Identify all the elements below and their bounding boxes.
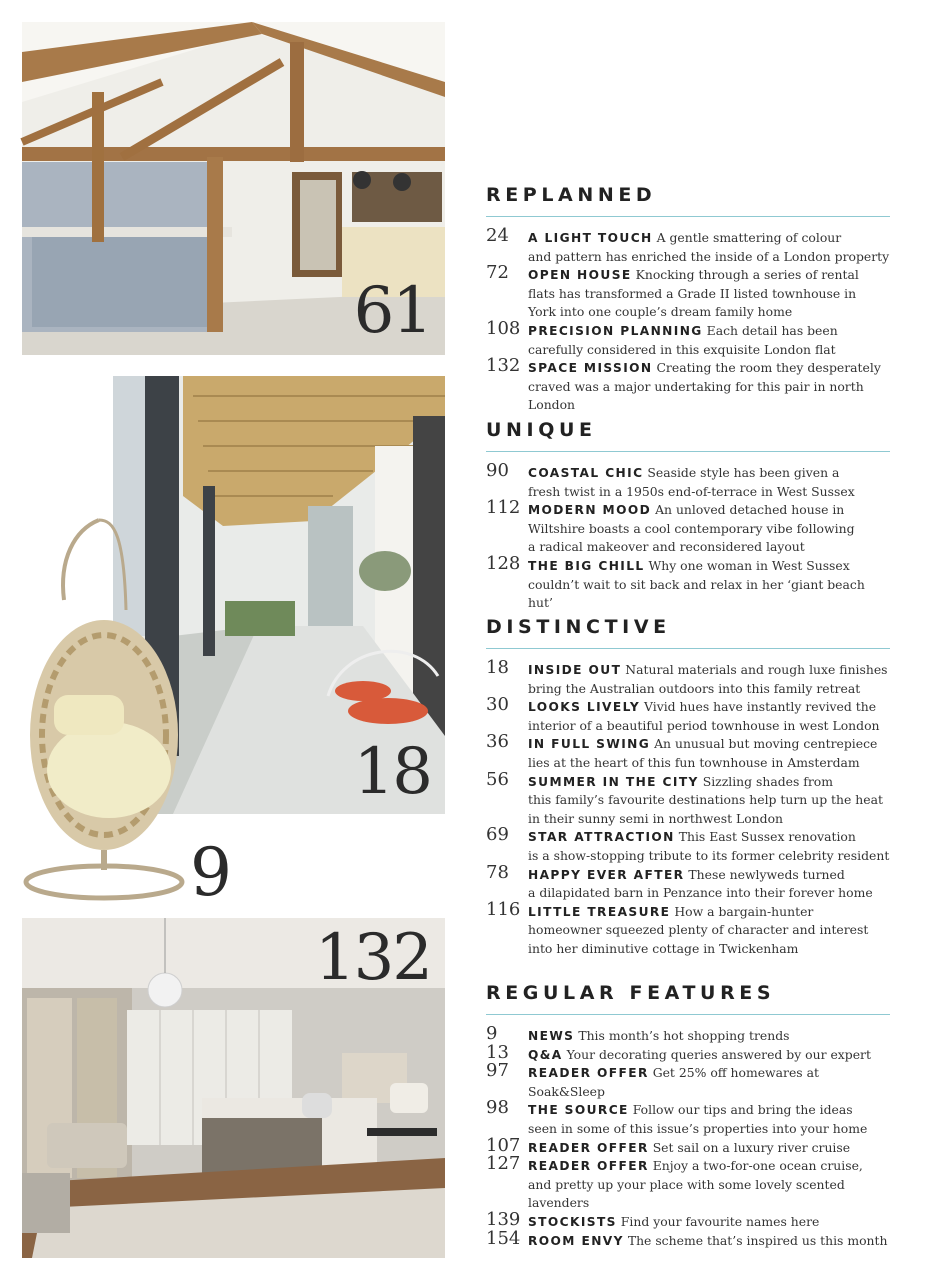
entry-page-number: 127: [486, 1153, 521, 1175]
contents-entry[interactable]: [486, 317, 890, 359]
entry-page-number: 36: [486, 731, 509, 753]
entry-title: THE SOURCE: [528, 1103, 629, 1118]
section-divider: [486, 451, 890, 452]
entry-title: IN FULL SWING: [528, 737, 651, 752]
entry-description-line: bring the Australian outdoors into this family retreat: [528, 680, 861, 696]
entry-description-line: Your decorating queries answered by our expert: [566, 1046, 871, 1062]
entry-page-number: 78: [486, 861, 509, 883]
entry-page-number: 90: [486, 460, 509, 481]
entry-title: LOOKS LIVELY: [528, 700, 641, 715]
entry-title: STAR ATTRACTION: [528, 830, 675, 845]
entry-description-line: flats has transformed a Grade II listed townhouse in: [528, 285, 857, 301]
entry-page-number: 132: [486, 355, 521, 377]
entry-description-line: Each detail has been: [706, 322, 838, 338]
entry-description-line: into her diminutive cottage in Twickenham: [528, 940, 799, 956]
entry-title: HAPPY EVER AFTER: [528, 867, 685, 882]
entry-page-number: 97: [486, 1060, 509, 1082]
section-regular-features: [486, 981, 890, 1250]
contents-entry[interactable]: [486, 861, 890, 903]
entry-page-number: 107: [486, 1134, 521, 1156]
contents-entry[interactable]: [486, 1097, 890, 1138]
entry-description-line: Why one woman in West Sussex: [648, 557, 850, 573]
kitchen-photo: [22, 22, 445, 355]
entry-description-line: An unusual but moving centrepiece: [654, 736, 878, 752]
entry-description-line: Seaside style has been given a: [647, 465, 840, 480]
section-title: UNIQUE: [486, 419, 597, 441]
entry-title: READER OFFER: [528, 1140, 649, 1155]
section-divider: [486, 1014, 890, 1015]
entry-description-line: carefully considered in this exquisite London flat: [528, 341, 836, 357]
photo-page-number: 61: [353, 274, 431, 348]
section-unique: [486, 418, 890, 613]
entry-page-number: 24: [486, 225, 509, 246]
entry-description-line: Get 25% off homewares at Soak&Sleep: [528, 1065, 819, 1099]
contents-entry[interactable]: [486, 552, 890, 613]
section-entries: [486, 225, 890, 415]
entry-title: OPEN HOUSE: [528, 268, 632, 283]
entry-description-line: is a show-stopping tribute to its former celebrity resident: [528, 847, 890, 863]
entry-title: THE BIG CHILL: [528, 558, 645, 573]
entry-description-line: homeowner squeezed plenty of character and interest: [528, 922, 869, 938]
entry-description-line: York into one couple’s dream family home: [528, 304, 793, 320]
entry-page-number: 108: [486, 317, 521, 339]
entry-description-line: a dilapidated barn in Penzance into their forever home: [528, 885, 873, 901]
contents-entry[interactable]: [486, 1153, 890, 1213]
entry-page-number: 30: [486, 694, 509, 716]
contents-entry[interactable]: [486, 355, 890, 415]
section-entries: [486, 460, 890, 613]
entry-title: Q&A: [528, 1047, 563, 1062]
entry-description-line: Vivid hues have instantly revived the: [644, 699, 877, 715]
entry-page-number: 128: [486, 552, 521, 574]
entry-description-line: These newlyweds turned: [688, 866, 845, 882]
contents-entry[interactable]: [486, 1134, 890, 1158]
entry-description-line: interior of a beautiful period townhouse in west London: [528, 717, 880, 733]
section-divider: [486, 216, 890, 217]
entry-description-line: in their sunny semi in northwest London: [528, 810, 784, 826]
section-title: REGULAR FEATURES: [486, 982, 776, 1004]
photo-page-number: 132: [314, 921, 431, 995]
contents-entry[interactable]: [486, 768, 890, 829]
bedroom-photo: [22, 918, 445, 1258]
contents-entry[interactable]: [486, 694, 890, 735]
entry-page-number: 98: [486, 1097, 509, 1119]
entry-description-line: lies at the heart of this fun townhouse in Amsterdam: [528, 754, 860, 770]
contents-entry[interactable]: [486, 262, 890, 322]
entry-description-line: couldn’t wait to sit back and relax in her ‘giant beach hut’: [528, 576, 865, 611]
section-divider: [486, 648, 890, 649]
entry-title: STOCKISTS: [528, 1214, 617, 1229]
entry-description-line: Find your favourite names here: [620, 1213, 820, 1229]
entry-description-line: This month’s hot shopping trends: [578, 1028, 790, 1043]
entry-description-line: and pattern has enriched the inside of a London property: [528, 248, 890, 264]
contents-entry[interactable]: [486, 731, 890, 772]
section-distinctive: [486, 615, 890, 959]
entry-title: PRECISION PLANNING: [528, 323, 703, 338]
entry-description-line: this family’s favourite destinations help turn up the heat: [528, 792, 883, 808]
entry-page-number: 112: [486, 497, 521, 519]
contents-entry[interactable]: [486, 898, 890, 959]
entry-title: LITTLE TREASURE: [528, 904, 671, 919]
entry-description-line: Follow our tips and bring the ideas: [632, 1102, 853, 1118]
contents-entry[interactable]: [486, 1023, 890, 1046]
entry-description-line: Natural materials and rough luxe finishes: [625, 662, 888, 677]
entry-page-number: 13: [486, 1041, 509, 1063]
entry-description-line: craved was a major undertaking for this pair in north London: [528, 378, 864, 413]
entry-title: COASTAL CHIC: [528, 466, 644, 480]
photo-page-number: 18: [353, 735, 431, 809]
entry-description-line: An unloved detached house in: [655, 502, 845, 518]
entry-page-number: 116: [486, 898, 521, 920]
entry-description-line: The scheme that’s inspired us this month: [627, 1232, 888, 1248]
section-replanned: [486, 183, 890, 415]
contents-entry[interactable]: [486, 1060, 890, 1101]
entry-description-line: Sizzling shades from: [702, 773, 834, 789]
entry-title: INSIDE OUT: [528, 663, 622, 677]
entry-description-line: and pretty up your place with some lovely scented lavenders: [528, 1176, 845, 1211]
entry-page-number: 69: [486, 824, 509, 846]
entry-title: MODERN MOOD: [528, 503, 652, 518]
entry-title: READER OFFER: [528, 1066, 649, 1081]
contents-entry[interactable]: [486, 1227, 890, 1251]
contents-entry[interactable]: [486, 460, 890, 501]
entry-title: A LIGHT TOUCH: [528, 231, 653, 245]
contents-entry[interactable]: [486, 1041, 890, 1065]
entry-description-line: A gentle smattering of colour: [656, 230, 842, 245]
entry-title: SUMMER IN THE CITY: [528, 774, 699, 789]
section-title: DISTINCTIVE: [486, 616, 671, 638]
contents-entry[interactable]: [486, 225, 890, 266]
entry-description-line: Set sail on a luxury river cruise: [652, 1139, 851, 1155]
contents-entry[interactable]: [486, 824, 890, 865]
section-entries: [486, 657, 890, 959]
entry-description-line: Knocking through a series of rental: [635, 267, 859, 283]
entry-description-line: How a bargain-hunter: [674, 903, 814, 919]
entry-title: SPACE MISSION: [528, 361, 653, 376]
contents-entry[interactable]: [486, 497, 890, 557]
contents-entry[interactable]: [486, 1208, 890, 1232]
entry-title: ROOM ENVY: [528, 1233, 624, 1248]
entry-page-number: 9: [486, 1023, 498, 1044]
entry-title: NEWS: [528, 1029, 575, 1043]
entry-description-line: seen in some of this issue’s properties into your home: [528, 1120, 868, 1136]
entry-page-number: 18: [486, 657, 509, 678]
entry-title: READER OFFER: [528, 1159, 649, 1174]
entry-page-number: 154: [486, 1227, 521, 1249]
entry-description-line: a radical makeover and reconsidered layout: [528, 539, 805, 555]
entry-page-number: 56: [486, 768, 509, 790]
entry-description-line: Creating the room they desperately: [656, 360, 881, 376]
photo-page-number: 9: [190, 834, 230, 911]
entry-description-line: fresh twist in a 1950s end-of-terrace in West Sussex: [528, 483, 855, 499]
entry-page-number: 72: [486, 262, 509, 284]
chair-photo: [14, 520, 230, 911]
section-title: REPLANNED: [486, 184, 657, 206]
entry-description-line: Enjoy a two-for-one ocean cruise,: [652, 1158, 863, 1174]
entry-description-line: Wiltshire boasts a cool contemporary vibe following: [528, 520, 855, 536]
entry-description-line: This East Sussex renovation: [678, 829, 856, 845]
entry-page-number: 139: [486, 1208, 521, 1230]
section-entries: [486, 1023, 890, 1250]
contents-entry[interactable]: [486, 657, 890, 698]
